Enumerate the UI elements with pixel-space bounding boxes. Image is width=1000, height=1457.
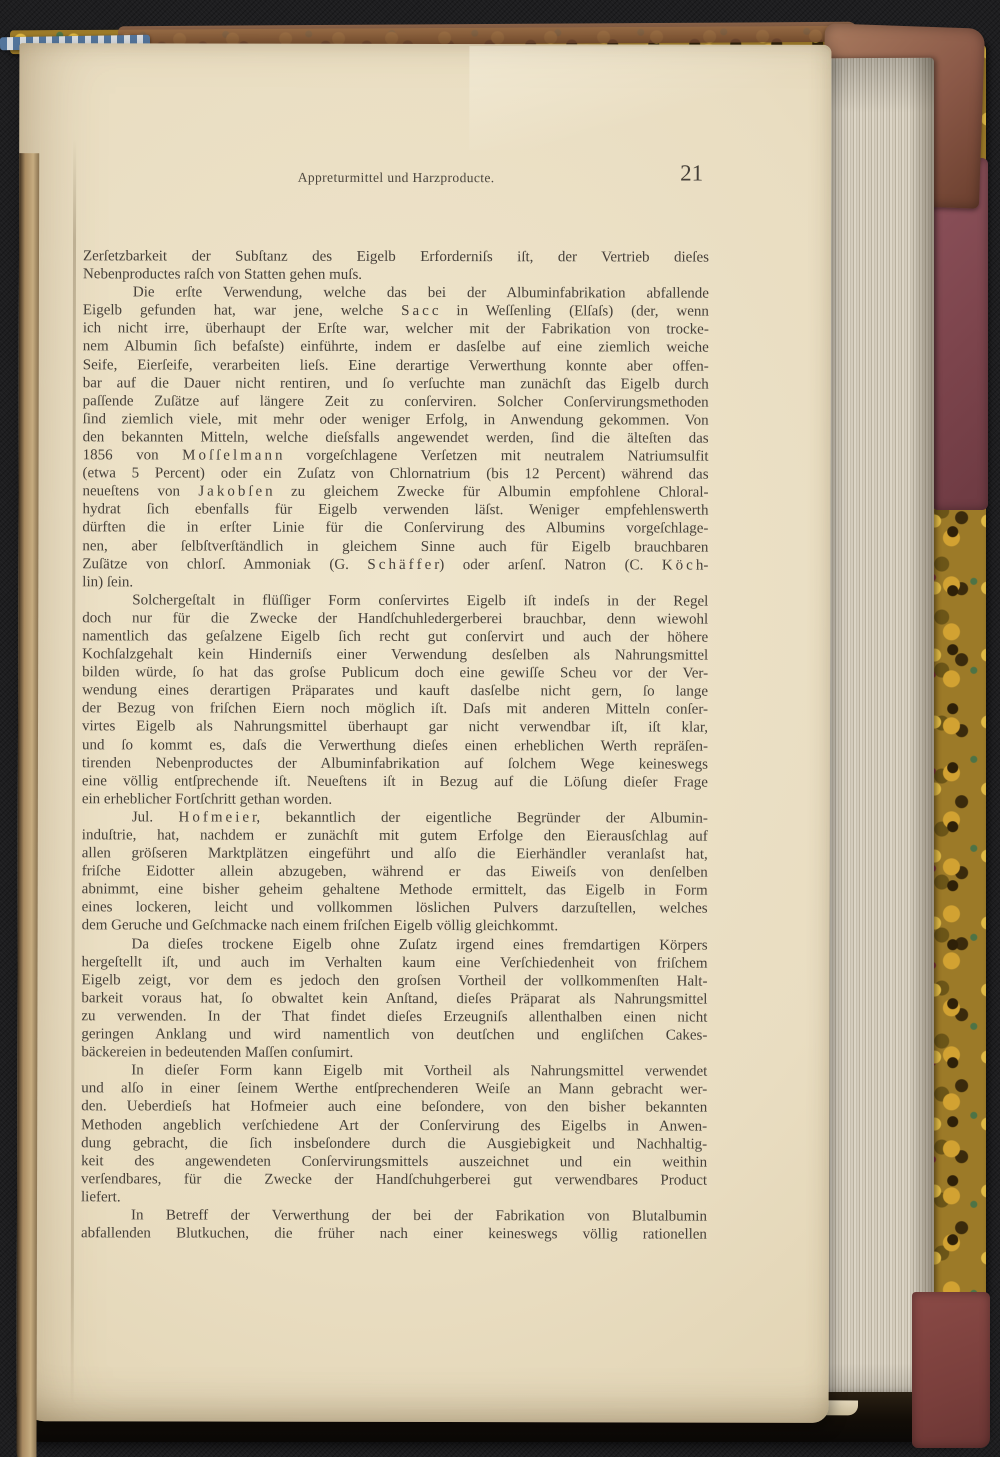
paragraph — [83, 247, 709, 284]
text-line: Seife, Eierſeife, verarbeiten lieſs. Eine derartige Verwerthung konnte aber offen- — [82, 356, 709, 375]
text-line: Zuſätze von chlorſ. Ammoniak (G. S c h ä f f e r) oder arſenſ. Natron (C. K ö c h- — [82, 555, 709, 574]
text-line: verſendbares, für die Zwecke der Handſchuhgerberei gut verwendbares Product — [81, 1171, 708, 1189]
text-line: zu verwenden. In der That findet dieſes Erzeugniſs allenthalben einen nicht — [81, 1008, 708, 1026]
paragraph — [81, 935, 707, 1063]
text-line: induſtrie, hat, nachdem er zunächſt mit gutem Erfolge den Eierausſchlag auf — [81, 827, 708, 845]
paragraph — [81, 1062, 707, 1208]
page-gutter — [16, 153, 39, 1457]
paragraph — [82, 283, 709, 592]
cover-leather-patch-top — [932, 158, 988, 510]
text-line: lin) ſein. — [82, 573, 134, 591]
text-line: ſind ziemlich viele, mit mehr oder weniger Erfolg, in Anwendung gekommen. Von — [82, 411, 709, 429]
text-line: dürften die in erſter Linie für die Conſervirung des Albumins vorgeſchlage- — [82, 519, 709, 538]
body-text — [81, 247, 709, 1243]
text-block — [80, 160, 710, 1243]
section-title: Appreturmittel und Harzproducte. — [297, 169, 495, 186]
text-line: Nebenproductes raſch von Statten gehen muſs. — [82, 266, 363, 283]
paragraph — [82, 591, 708, 809]
text-line: paſſende Zuſätze auf längere Zeit zu conſerviren. Solcher Conſervirungsmethoden — [82, 393, 709, 411]
text-line: barkeit voraus hat, ſo obwaltet kein Anſtand, dieſes Präparat als Nahrungsmittel — [81, 990, 708, 1008]
text-line: bäckereien in bedeutenden Maſſen conſumirt. — [81, 1044, 354, 1061]
text-line: nem Albumin ſich befaſste) einführte, indem er dasſelbe auf eine ziemlich weiche — [82, 338, 709, 357]
text-line: Kochſalzgehalt kein Hinderniſs einer Verwendung desſelben als Nahrungsmittel — [82, 646, 709, 664]
book-page — [17, 43, 832, 1423]
page-crease-line — [71, 139, 77, 1407]
running-header — [83, 161, 709, 196]
text-line: allen gröſseren Marktplätzen eingeführt und alſo die Eierhändler veranlaſst hat, — [81, 845, 708, 863]
page-corner-fold-highlight — [469, 46, 829, 151]
text-line: Solchergeſtalt in flüſſiger Form conſervirtes Eigelb iſt indeſs in der Regel — [132, 592, 709, 610]
text-line: und ſo kommt es, daſs die Verwerthung dieſes einen erheblichen Werth repräſen- — [81, 736, 708, 755]
text-line: Jul. H o f m e i e r, bekanntlich der eigentliche Begründer der Albumin- — [131, 809, 708, 827]
text-line: hergeſtellt iſt, und auch im Verhalten kaum eine Verſchiedenheit von friſchem — [81, 953, 708, 972]
text-line: Eigelb gefunden hat, war jene, welche S a c c in Weſſenling (Elſaſs) (der, wenn — [82, 302, 709, 320]
text-line: eines lockeren, leicht und vollkommen löslichen Pulvers darzuſtellen, welches — [81, 899, 708, 917]
cover-corner-leather-bottom-right — [912, 1292, 990, 1448]
text-line: friſche Eidotter allein abzugeben, während er das Eiweiſs von denſelben — [81, 863, 708, 881]
text-line: abfallenden Blutkuchen, die früher nach einer keineswegs völlig rationellen — [80, 1225, 707, 1243]
text-line: bilden würde, ſo hat das groſse Publicum doch eine gewiſſe Scheu vor der Ver- — [82, 664, 709, 682]
text-line: tirenden Nebenproductes der Albuminfabrikation auf ſolchem Wege keineswegs — [81, 754, 708, 773]
text-line: ein erheblicher Fortſchritt gethan worden. — [81, 791, 333, 808]
text-line: dung gebracht, die ſich insbeſondere durch die Ausgiebigkeit und Nachhaltig- — [81, 1134, 708, 1153]
text-line: (etwa 5 Percent) oder ein Zuſatz von Chlornatrium (bis 12 Percent) während das — [82, 465, 709, 483]
text-line: den bekannten Mitteln, welche dieſsfalls angewendet werden, ſind die älteſten das — [82, 429, 709, 447]
paragraph — [82, 808, 708, 936]
text-line: der Bezug von friſchen Eiern noch möglich iſt. Daſs mit anderen Mitteln conſer- — [82, 700, 709, 718]
text-line: abnimmt, eine bisher geheim gehaltene Methode ermittelt, das Eigelb in Form — [81, 881, 708, 899]
text-line: Eigelb zeigt, vor dem es jedoch den groſsen Vortheil der vollkommenſten Halt- — [81, 972, 708, 990]
text-line: In Betreff der Verwerthung der bei der Fabrikation von Blutalbumin — [130, 1207, 708, 1225]
text-line: virtes Eigelb als Nahrungsmittel überhaupt gar nicht verwendbar iſt, iſt klar, — [81, 718, 709, 737]
text-line: doch nur für die Zwecke der Handſchuhledergerberei brauchbar, denn wiewohl — [82, 610, 709, 628]
text-line: und alſo in einer ſeinem Werthe entſprechenderen Weiſe an Mann gebracht wer- — [81, 1080, 708, 1098]
text-line: nen, aber ſelbſtverſtändlich in gleichem Sinne auch für Eigelb brauchbaren — [82, 537, 709, 556]
text-line: wendung eines derartigen Präparates und kauft dasſelbe nicht gern, ſo lange — [82, 682, 709, 700]
text-line: den. Ueberdieſs hat Hofmeier auch eine beſondere, von den bisher bekannten — [81, 1098, 708, 1117]
text-line: 1856 von M o ſ ſ e l m a n n vorgeſchlagene Verſetzen mit neutralem Natriumsulfit — [82, 447, 709, 465]
text-line: In dieſer Form kann Eigelb mit Vortheil als Nahrungsmittel verwendet — [131, 1062, 708, 1080]
text-line: Die erſte Verwendung, welche das bei der Albuminfabrikation abfallende — [132, 284, 709, 302]
paragraph — [81, 1206, 707, 1243]
text-line: eine völlig entſprechende iſt. Neueſtens iſt in Bezug auf die Löſung dieſer Frage — [81, 773, 708, 791]
text-line: dem Geruche und Geſchmacke nach einem friſchen Eigelb völlig gleichkommt. — [81, 917, 559, 935]
text-line: namentlich das geſalzene Eigelb ſich recht gut conſervirt und auch der höhere — [82, 628, 709, 646]
text-line: Zerſetzbarkeit der Subſtanz des Eigelb Erforderniſs iſt, der Vertrieb dieſes — [82, 248, 710, 266]
text-line: liefert. — [81, 1189, 121, 1206]
text-line: ich nicht irre, überhaupt der Erſte war, welcher mit der Fabrikation von trocke- — [82, 320, 709, 338]
text-line: geringen Anklang und wird namentlich von deutſchen und engliſchen Cakes- — [81, 1026, 708, 1044]
text-line: Da dieſes trockene Eigelb ohne Zuſatz irgend eines fremdartigen Körpers — [131, 935, 708, 954]
text-line: bar auf die Dauer nicht rentiren, und ſo verſuchte man zunächſt das Eigelb durch — [82, 374, 709, 393]
text-line: hydrat ſich ebenfalls für Eigelb verwenden läſst. Weniger empfehlenswerth — [82, 501, 709, 519]
text-line: keit des angewendeten Conſervirungsmittels auszeichnet und ein weithin — [81, 1152, 708, 1171]
text-line: Methoden angeblich verſchiedene Art der Conſervirung des Eigelbs in Anwen- — [81, 1116, 708, 1135]
text-line: neueſtens von J a k o b ſ e n zu gleichem Zwecke für Albumin empfohlene Chloral- — [82, 483, 709, 501]
page-number: 21 — [680, 160, 704, 186]
